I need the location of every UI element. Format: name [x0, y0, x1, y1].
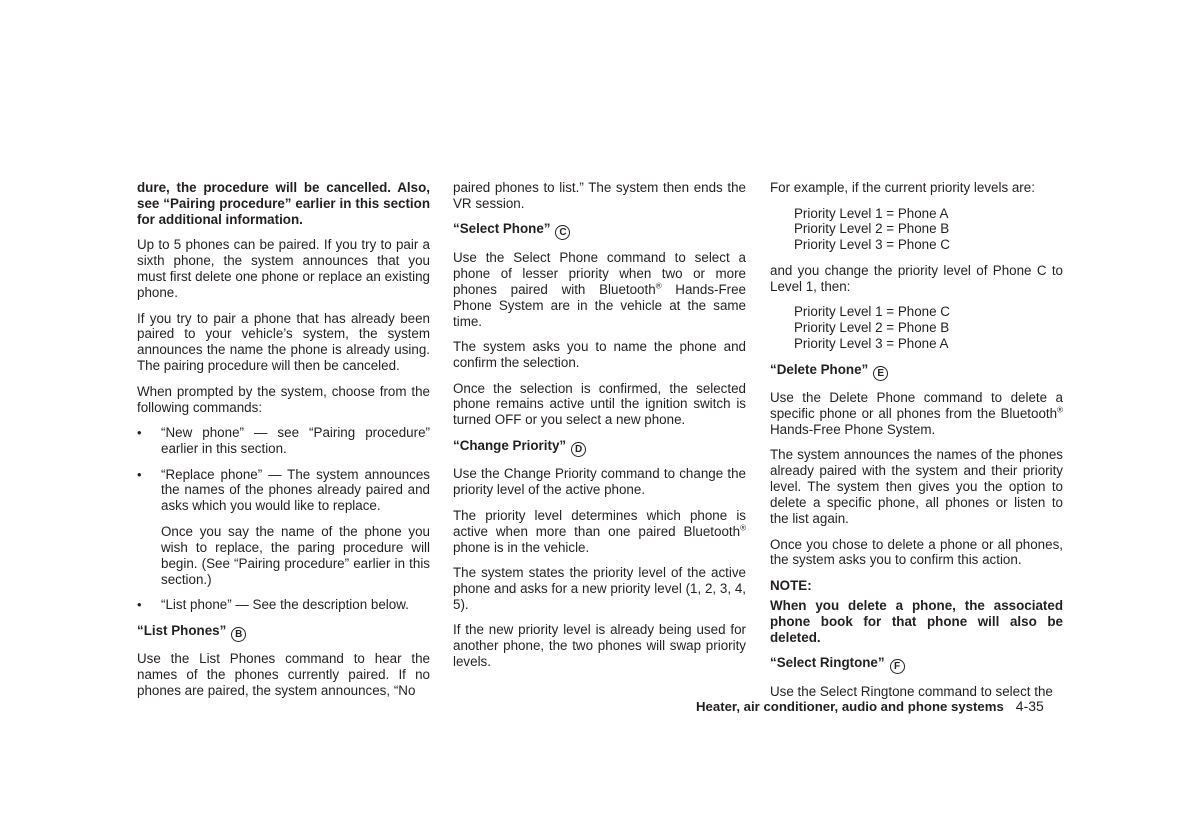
priority-line: Priority Level 3 = Phone A [794, 336, 949, 352]
heading-select-ringtone [770, 655, 1063, 674]
text: Use the Delete Phone command to delete a specific phone or all phones from the Bluetooth [770, 390, 1063, 422]
priority-line: Priority Level 1 = Phone C [794, 304, 950, 320]
command-list [137, 425, 430, 613]
text: Hands-Free Phone System are in the vehicle at the same time. [453, 281, 747, 329]
paragraph: Once you chose to delete a phone or all phones, the system asks you to confirm this action. [770, 536, 1063, 568]
paragraph [770, 390, 1063, 438]
paragraph: If the new priority level is already being used for another phone, the two phones will swap priority levels. [453, 622, 746, 670]
registered-mark: ® [655, 281, 662, 291]
list-item-text: “New phone” — see “Pairing procedure” earlier in this section. [161, 425, 430, 457]
list-item-subparagraph: Once you say the name of the phone you wish to replace, the paring procedure will begin. (See “Pairing procedure” earlier in this section.) [161, 523, 430, 587]
heading-text: “Change Priority” [453, 437, 567, 453]
paragraph: When prompted by the system, choose from the following commands: [137, 383, 430, 415]
page-footer [696, 698, 1044, 714]
paragraph: Up to 5 phones can be paired. If you try to pair a sixth phone, the system announces that you must first delete one phone or replace an existing phone. [137, 237, 430, 301]
paragraph: Use the Change Priority command to change the priority level of the active phone. [453, 466, 746, 498]
paragraph [453, 508, 746, 556]
paragraph: Use the Select Ringtone command to select the [770, 683, 1053, 699]
callout-badge: C [555, 225, 570, 240]
text: Use the Select Phone command to select a phone of lesser priority when two or more phones paired with Bluetooth [453, 250, 746, 297]
priority-line: Priority Level 3 = Phone C [794, 237, 950, 253]
heading-text: “Delete Phone” [770, 361, 869, 377]
list-item [137, 597, 430, 613]
paragraph: Once the selection is confirmed, the selected phone remains active until the ignition switch is turned OFF or you select a new phone. [453, 380, 746, 428]
column-2 [453, 180, 746, 680]
callout-badge: B [231, 627, 246, 642]
page-number: 4-35 [1015, 698, 1044, 714]
column-3 [770, 180, 1063, 709]
list-item [137, 467, 430, 588]
heading-list-phones [137, 623, 430, 642]
text: phone is in the vehicle. [453, 539, 590, 555]
paragraph [453, 250, 746, 330]
paragraph: and you change the priority level of Phone C to Level 1, then: [770, 262, 1063, 294]
list-item-text: “Replace phone” — The system announces the names of the phones already paired and asks which you would like to replace. [161, 466, 430, 514]
priority-line: Priority Level 2 = Phone B [794, 320, 950, 336]
paragraph: For example, if the current priority levels are: [770, 180, 1035, 195]
heading-change-priority [453, 438, 746, 457]
priority-line: Priority Level 2 = Phone B [794, 221, 950, 237]
callout-badge: F [890, 659, 905, 674]
text: Hands-Free Phone System. [770, 421, 936, 437]
section-title: Heater, air conditioner, audio and phone systems [696, 699, 1004, 714]
priority-list-after [770, 304, 1063, 352]
heading-text: “Select Ringtone” [770, 655, 885, 671]
callout-badge: D [571, 442, 586, 457]
registered-mark: ® [1057, 405, 1063, 415]
heading-select-phone [453, 221, 746, 240]
paragraph: Use the List Phones command to hear the names of the phones currently paired. If no phones are paired, the system announces, “No [137, 651, 430, 698]
callout-badge: E [873, 366, 888, 381]
text: The priority level determines which phone is active when more than one paired Bluetooth [453, 507, 746, 539]
column-1 [137, 180, 430, 709]
paragraph: paired phones to list.” The system then ends the VR session. [453, 180, 746, 211]
list-item-text: “List phone” — See the description below. [161, 597, 409, 613]
paragraph: The system announces the names of the phones already paired with the system and their priority level. The system then gives you the option to delete a specific phone, all phones or listen to the list again. [770, 447, 1063, 527]
registered-mark: ® [740, 523, 746, 533]
paragraph: If you try to pair a phone that has already been paired to your vehicle’s system, the system announces the name the phone is already using. The pairing procedure will then be canceled. [137, 310, 430, 374]
paragraph: The system states the priority level of the active phone and asks for a new priority level (1, 2, 3, 4, 5). [453, 565, 746, 612]
list-item [137, 425, 430, 457]
paragraph: dure, the procedure will be cancelled. Also, see “Pairing procedure” earlier in this section for additional information. [137, 180, 430, 227]
priority-line: Priority Level 1 = Phone A [794, 205, 949, 221]
paragraph: The system asks you to name the phone and confirm the selection. [453, 339, 746, 371]
note-label: NOTE: [770, 577, 812, 593]
heading-text: “Select Phone” [453, 221, 551, 237]
heading-delete-phone [770, 362, 1063, 381]
note-text: When you delete a phone, the associated phone book for that phone will also be deleted. [770, 597, 1063, 645]
priority-list-before [770, 206, 1063, 254]
heading-text: “List Phones” [137, 622, 227, 638]
